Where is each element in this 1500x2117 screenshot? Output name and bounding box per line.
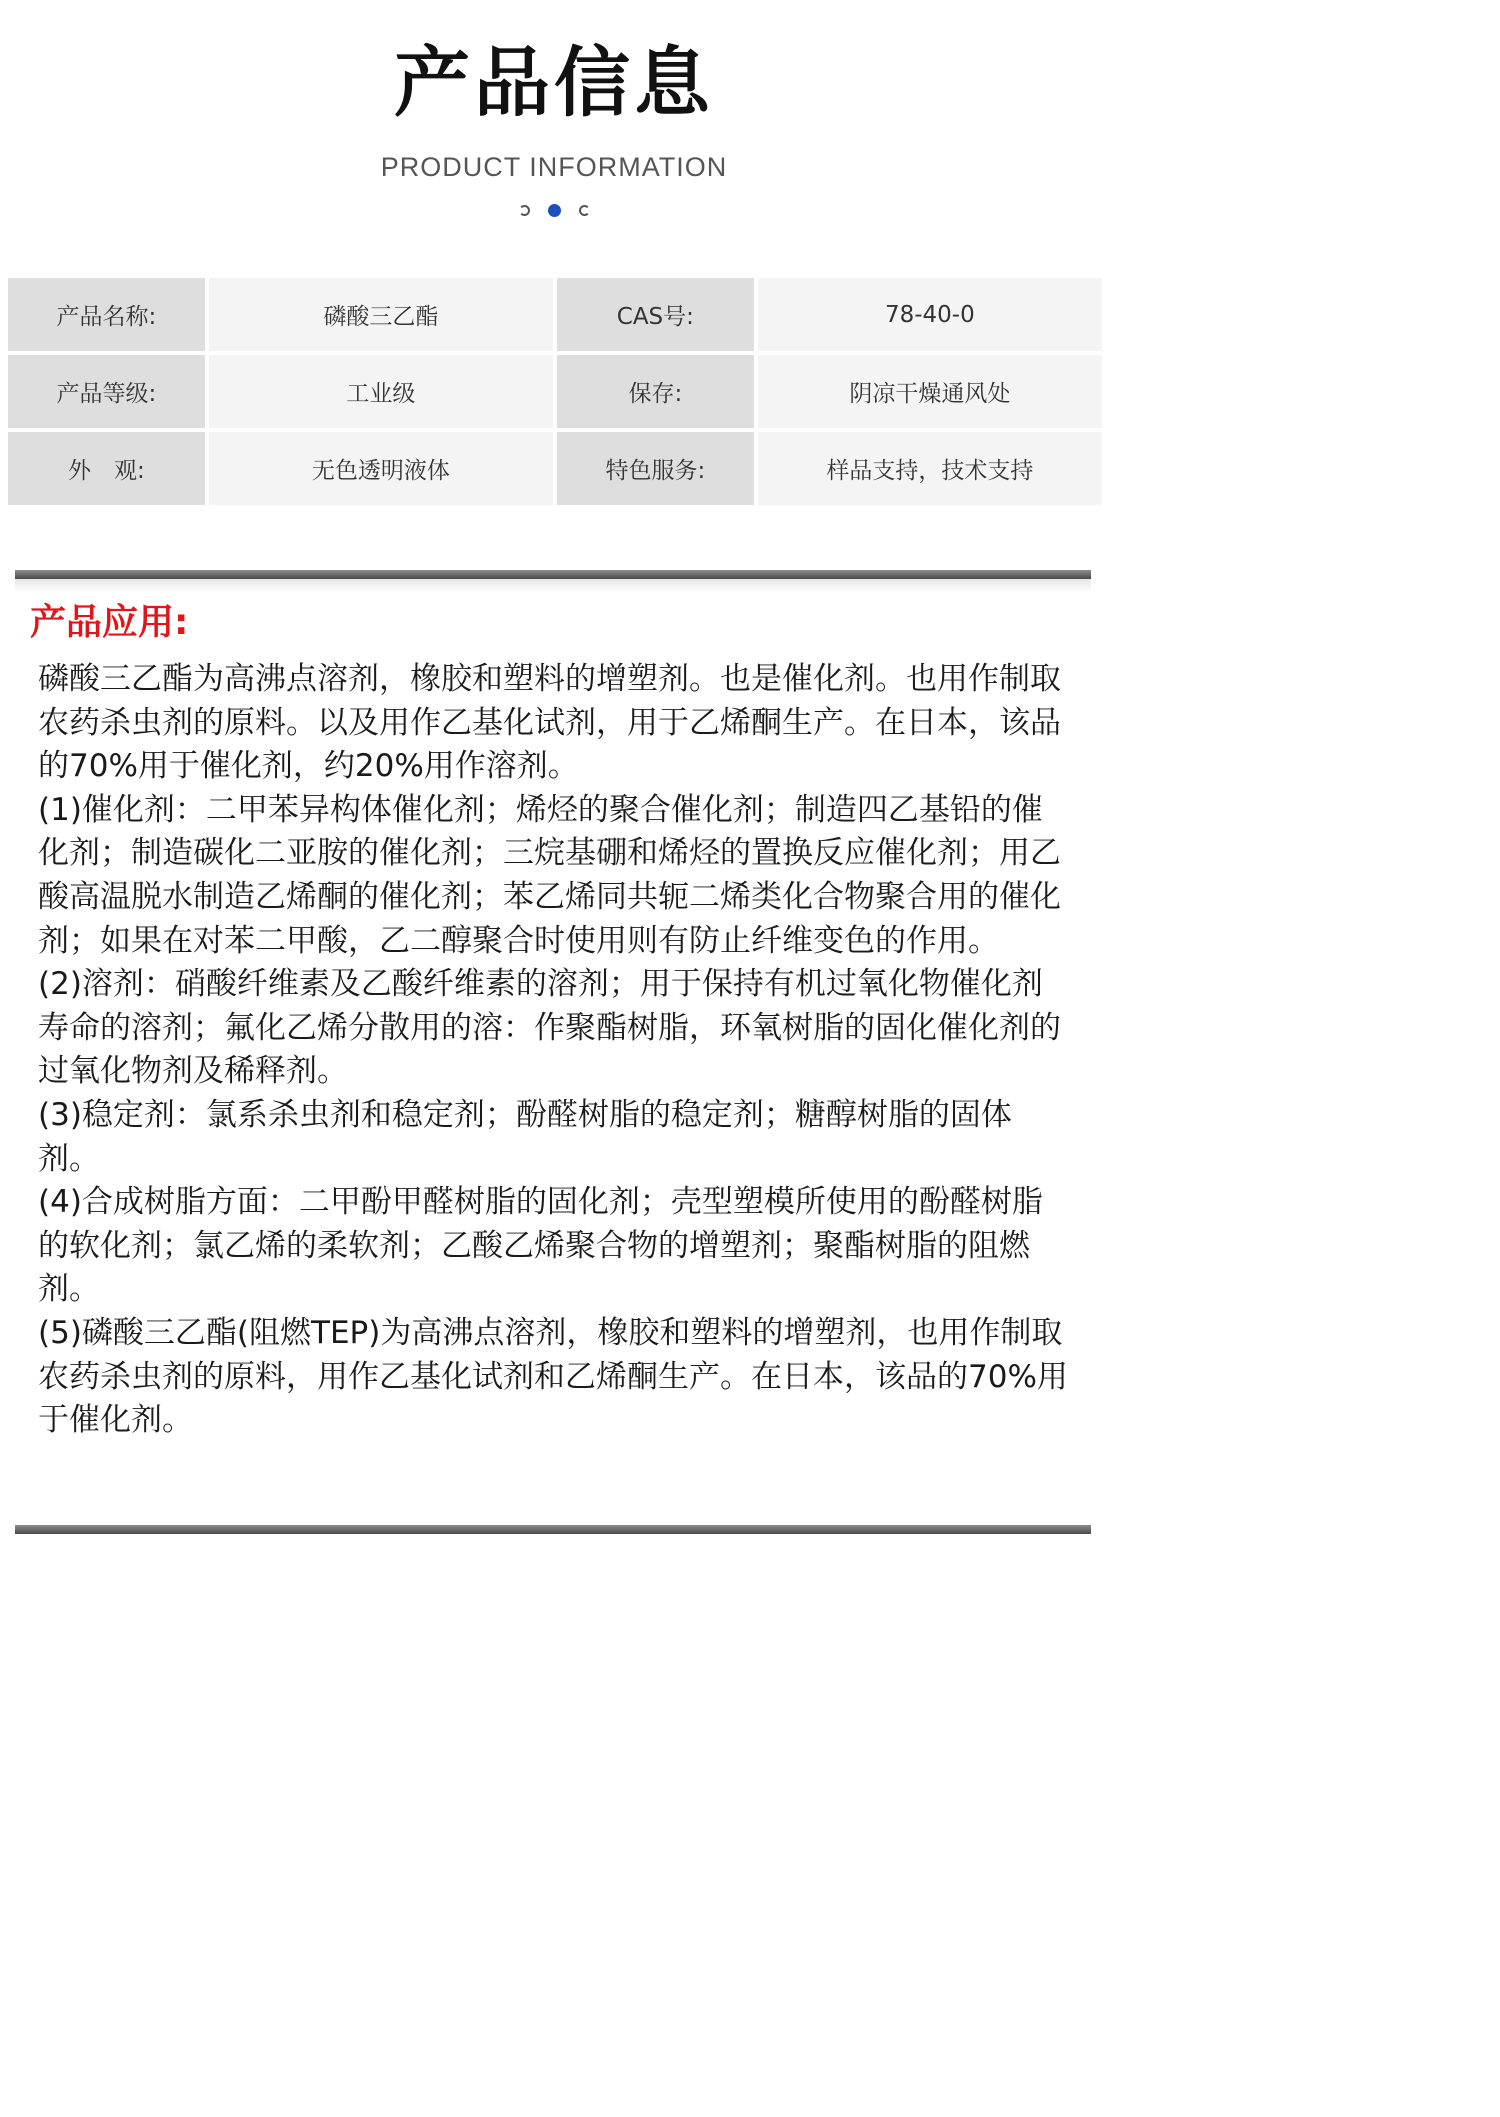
application-paragraph: (4)合成树脂方面：二甲酚甲醛树脂的固化剂；壳型塑模所使用的酚醛树脂的软化剂；氯乙烯的柔软剂；乙酸乙烯聚合物的增塑剂；聚酯树脂的阻燃剂。 bbox=[38, 1184, 1043, 1308]
label-storage: 保存: bbox=[557, 355, 754, 428]
label-cas: CAS号: bbox=[557, 278, 754, 351]
table-row bbox=[8, 278, 1102, 351]
value-product-name: 磷酸三乙酯 bbox=[209, 278, 553, 351]
value-grade: 工业级 bbox=[209, 355, 553, 428]
label-grade: 产品等级: bbox=[8, 355, 205, 428]
application-title: 产品应用: bbox=[30, 602, 189, 643]
product-info-table bbox=[4, 274, 1106, 509]
dot-active-icon bbox=[548, 204, 561, 217]
application-paragraph: (2)溶剂：硝酸纤维素及乙酸纤维素的溶剂；用于保持有机过氧化物催化剂寿命的溶剂；氟化乙烯分散用的溶：作聚酯树脂，环氧树脂的固化催化剂的过氧化物剂及稀释剂。 bbox=[38, 966, 1061, 1090]
dot-left-icon bbox=[519, 205, 530, 216]
value-appearance: 无色透明液体 bbox=[209, 432, 553, 505]
value-cas: 78-40-0 bbox=[758, 278, 1102, 351]
divider-shadow bbox=[15, 579, 1091, 593]
page-subtitle: PRODUCT INFORMATION bbox=[380, 152, 728, 182]
divider-bottom bbox=[15, 1525, 1091, 1534]
divider-top bbox=[15, 570, 1091, 579]
label-appearance: 外 观: bbox=[8, 432, 205, 505]
dot-right-icon bbox=[579, 205, 590, 216]
value-storage: 阴凉干燥通风处 bbox=[758, 355, 1102, 428]
value-service: 样品支持，技术支持 bbox=[758, 432, 1102, 505]
label-product-name: 产品名称: bbox=[8, 278, 205, 351]
application-paragraph: (1)催化剂：二甲苯异构体催化剂；烯烃的聚合催化剂；制造四乙基铅的催化剂；制造碳化二亚胺的催化剂；三烷基硼和烯烃的置换反应催化剂；用乙酸高温脱水制造乙烯酮的催化剂；苯乙烯同共轭二烯类化合物聚合用的催化剂；如果在对苯二甲酸，乙二醇聚合时使用则有防止纤维变色的作用。 bbox=[38, 791, 1061, 959]
table-row bbox=[8, 355, 1102, 428]
header bbox=[0, 0, 1108, 250]
application-paragraph: 磷酸三乙酯为高沸点溶剂，橡胶和塑料的增塑剂。也是催化剂。也用作制取农药杀虫剂的原料。以及用作乙基化试剂，用于乙烯酮生产。在日本，该品的70%用于催化剂，约20%用作溶剂。 bbox=[38, 661, 1061, 785]
table-row bbox=[8, 432, 1102, 505]
application-paragraph: (3)稳定剂：氯系杀虫剂和稳定剂；酚醛树脂的稳定剂；糖醇树脂的固体剂。 bbox=[38, 1096, 1012, 1177]
carousel-dots bbox=[0, 200, 1108, 220]
application-paragraph: (5)磷酸三乙酯(阻燃TEP)为高沸点溶剂，橡胶和塑料的增塑剂，也用作制取农药杀虫剂的原料，用作乙基化试剂和乙烯酮生产。在日本，该品的70%用于催化剂。 bbox=[38, 1314, 1068, 1439]
application-body bbox=[38, 658, 1068, 1443]
label-service: 特色服务: bbox=[557, 432, 754, 505]
page-title: 产品信息 bbox=[394, 38, 714, 127]
